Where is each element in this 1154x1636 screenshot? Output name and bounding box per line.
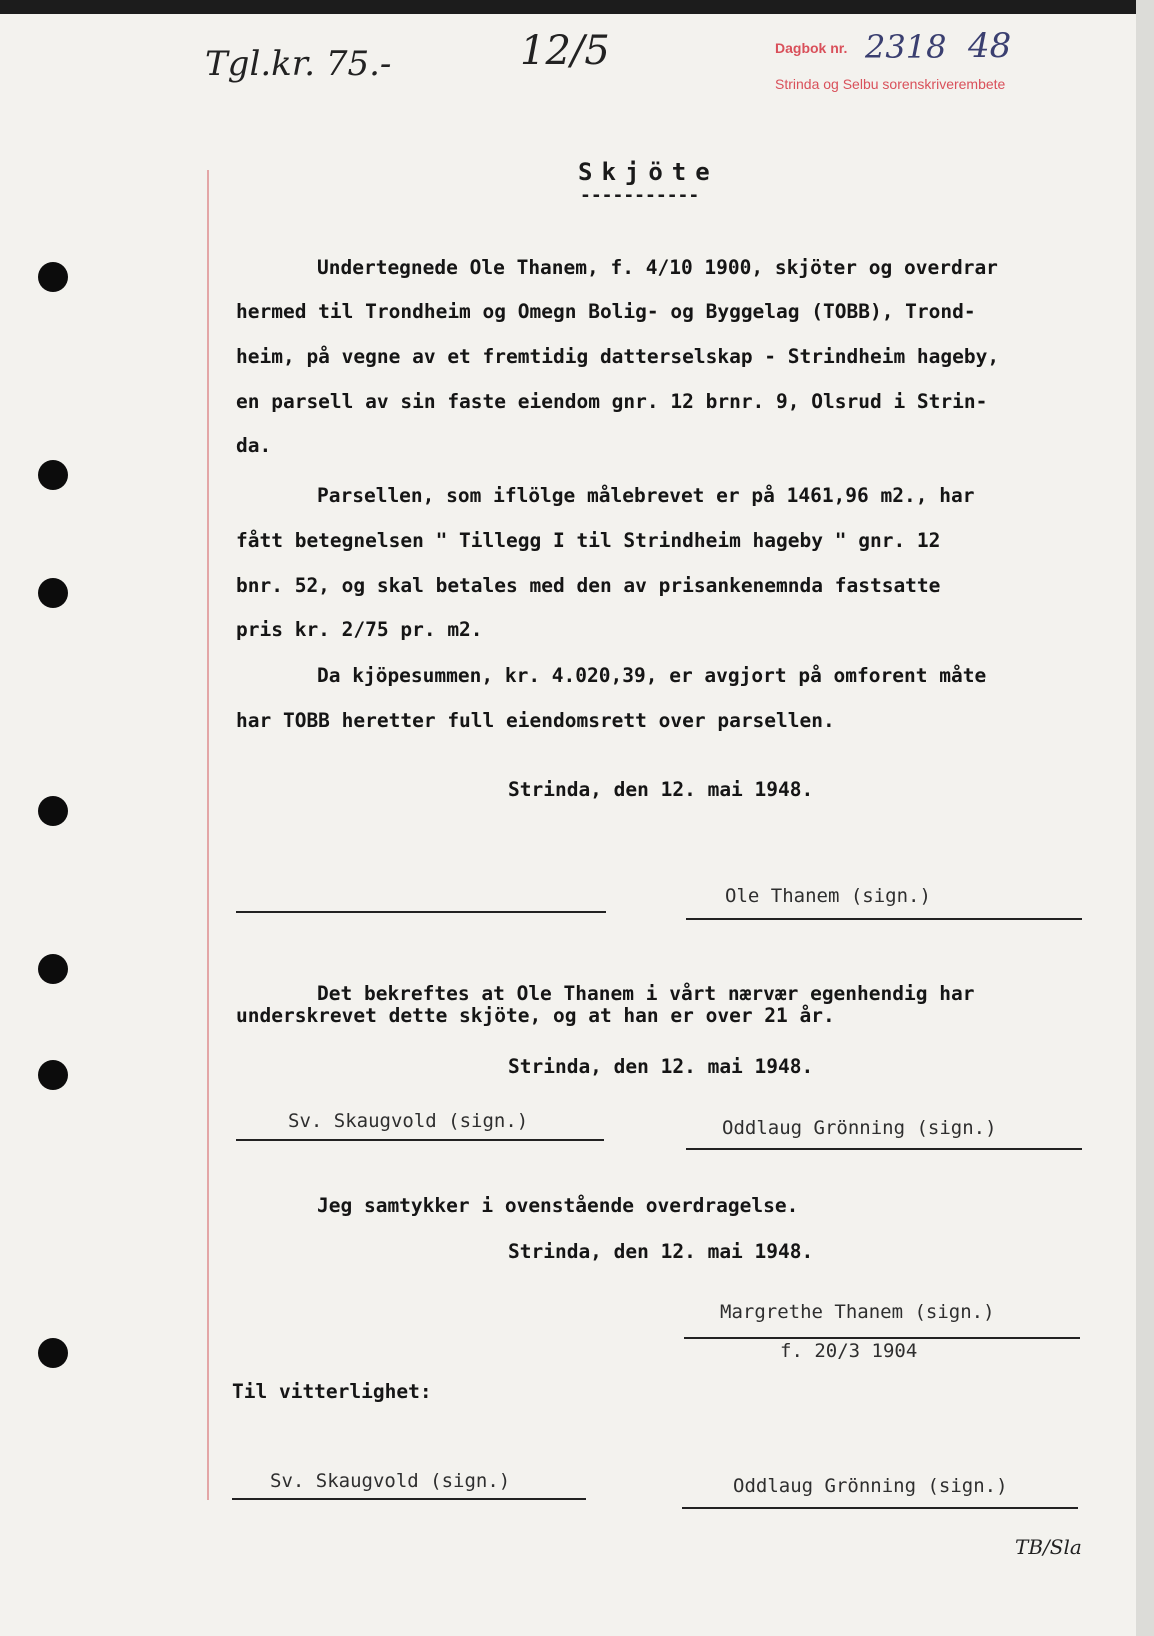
punch-hole <box>38 460 68 490</box>
footer-note: TB/Sla <box>1015 1535 1082 1559</box>
consent-statement: Jeg samtykker i ovenstående overdragelse. <box>317 1194 799 1217</box>
registry-stamp-number: 2318 <box>865 28 947 66</box>
registry-stamp-label: Dagbok nr. <box>775 40 848 56</box>
seller-signature: Ole Thanem (sign.) <box>725 885 931 907</box>
til-vitterlighet-label: Til vitterlighet: <box>232 1380 432 1403</box>
title-underline: ----------- <box>580 185 700 206</box>
punch-hole <box>38 578 68 608</box>
body-line: heim, på vegne av et fremtidig datterselskap - Strindheim hageby, <box>236 345 1000 368</box>
signature-line <box>236 1139 604 1141</box>
registry-stamp-office: Strinda og Selbu sorenskriverembete <box>775 76 1006 92</box>
punch-hole <box>38 262 68 292</box>
final-signature-left: Sv. Skaugvold (sign.) <box>270 1470 511 1492</box>
body-line: Parsellen, som iflölge målebrevet er på 1461,96 m2., har <box>317 484 975 507</box>
signature-line <box>684 1337 1080 1339</box>
punch-hole <box>38 1338 68 1368</box>
witness-signature-right: Oddlaug Grönning (sign.) <box>722 1117 997 1139</box>
handwritten-date: 12/5 <box>520 28 610 74</box>
body-line: hermed til Trondheim og Omegn Bolig- og Byggelag (TOBB), Trond- <box>236 300 976 323</box>
body-line: pris kr. 2/75 pr. m2. <box>236 618 483 641</box>
scan-top-border <box>0 0 1154 14</box>
signature-line <box>232 1498 586 1500</box>
body-line: Da kjöpesummen, kr. 4.020,39, er avgjort på omforent måte <box>317 664 987 687</box>
registry-stamp-year: 48 <box>968 26 1012 66</box>
handwritten-fee-note: Tgl.kr. 75.- <box>205 44 392 84</box>
body-line: fått betegnelsen " Tillegg I til Strindheim hageby " gnr. 12 <box>236 529 941 552</box>
body-line: Det bekreftes at Ole Thanem i vårt nærvær egenhendig har <box>317 982 975 1005</box>
body-line: har TOBB heretter full eiendomsrett over parsellen. <box>236 709 835 732</box>
punch-hole <box>38 796 68 826</box>
body-line: en parsell av sin faste eiendom gnr. 12 brnr. 9, Olsrud i Strin- <box>236 390 988 413</box>
signature-line <box>682 1507 1078 1509</box>
witness-signature-left: Sv. Skaugvold (sign.) <box>288 1110 529 1132</box>
margin-line <box>207 170 209 1500</box>
scan-right-border <box>1136 0 1154 1636</box>
signature-line <box>686 918 1082 920</box>
final-signature-right: Oddlaug Grönning (sign.) <box>733 1475 1008 1497</box>
spouse-signature: Margrethe Thanem (sign.) <box>720 1301 995 1323</box>
punch-hole <box>38 954 68 984</box>
punch-hole <box>38 1060 68 1090</box>
place-date: Strinda, den 12. mai 1948. <box>508 1055 814 1078</box>
body-line: underskrevet dette skjöte, og at han er over 21 år. <box>236 1004 835 1027</box>
signature-line <box>236 911 606 913</box>
signature-line <box>686 1148 1082 1150</box>
body-line: da. <box>236 434 272 457</box>
place-date: Strinda, den 12. mai 1948. <box>508 778 814 801</box>
document-title: Skjöte <box>578 158 719 186</box>
body-line: Undertegnede Ole Thanem, f. 4/10 1900, skjöter og overdrar <box>317 256 998 279</box>
body-line: bnr. 52, og skal betales med den av prisankenemnda fastsatte <box>236 574 941 597</box>
spouse-birth-date: f. 20/3 1904 <box>780 1340 918 1362</box>
place-date: Strinda, den 12. mai 1948. <box>508 1240 814 1263</box>
